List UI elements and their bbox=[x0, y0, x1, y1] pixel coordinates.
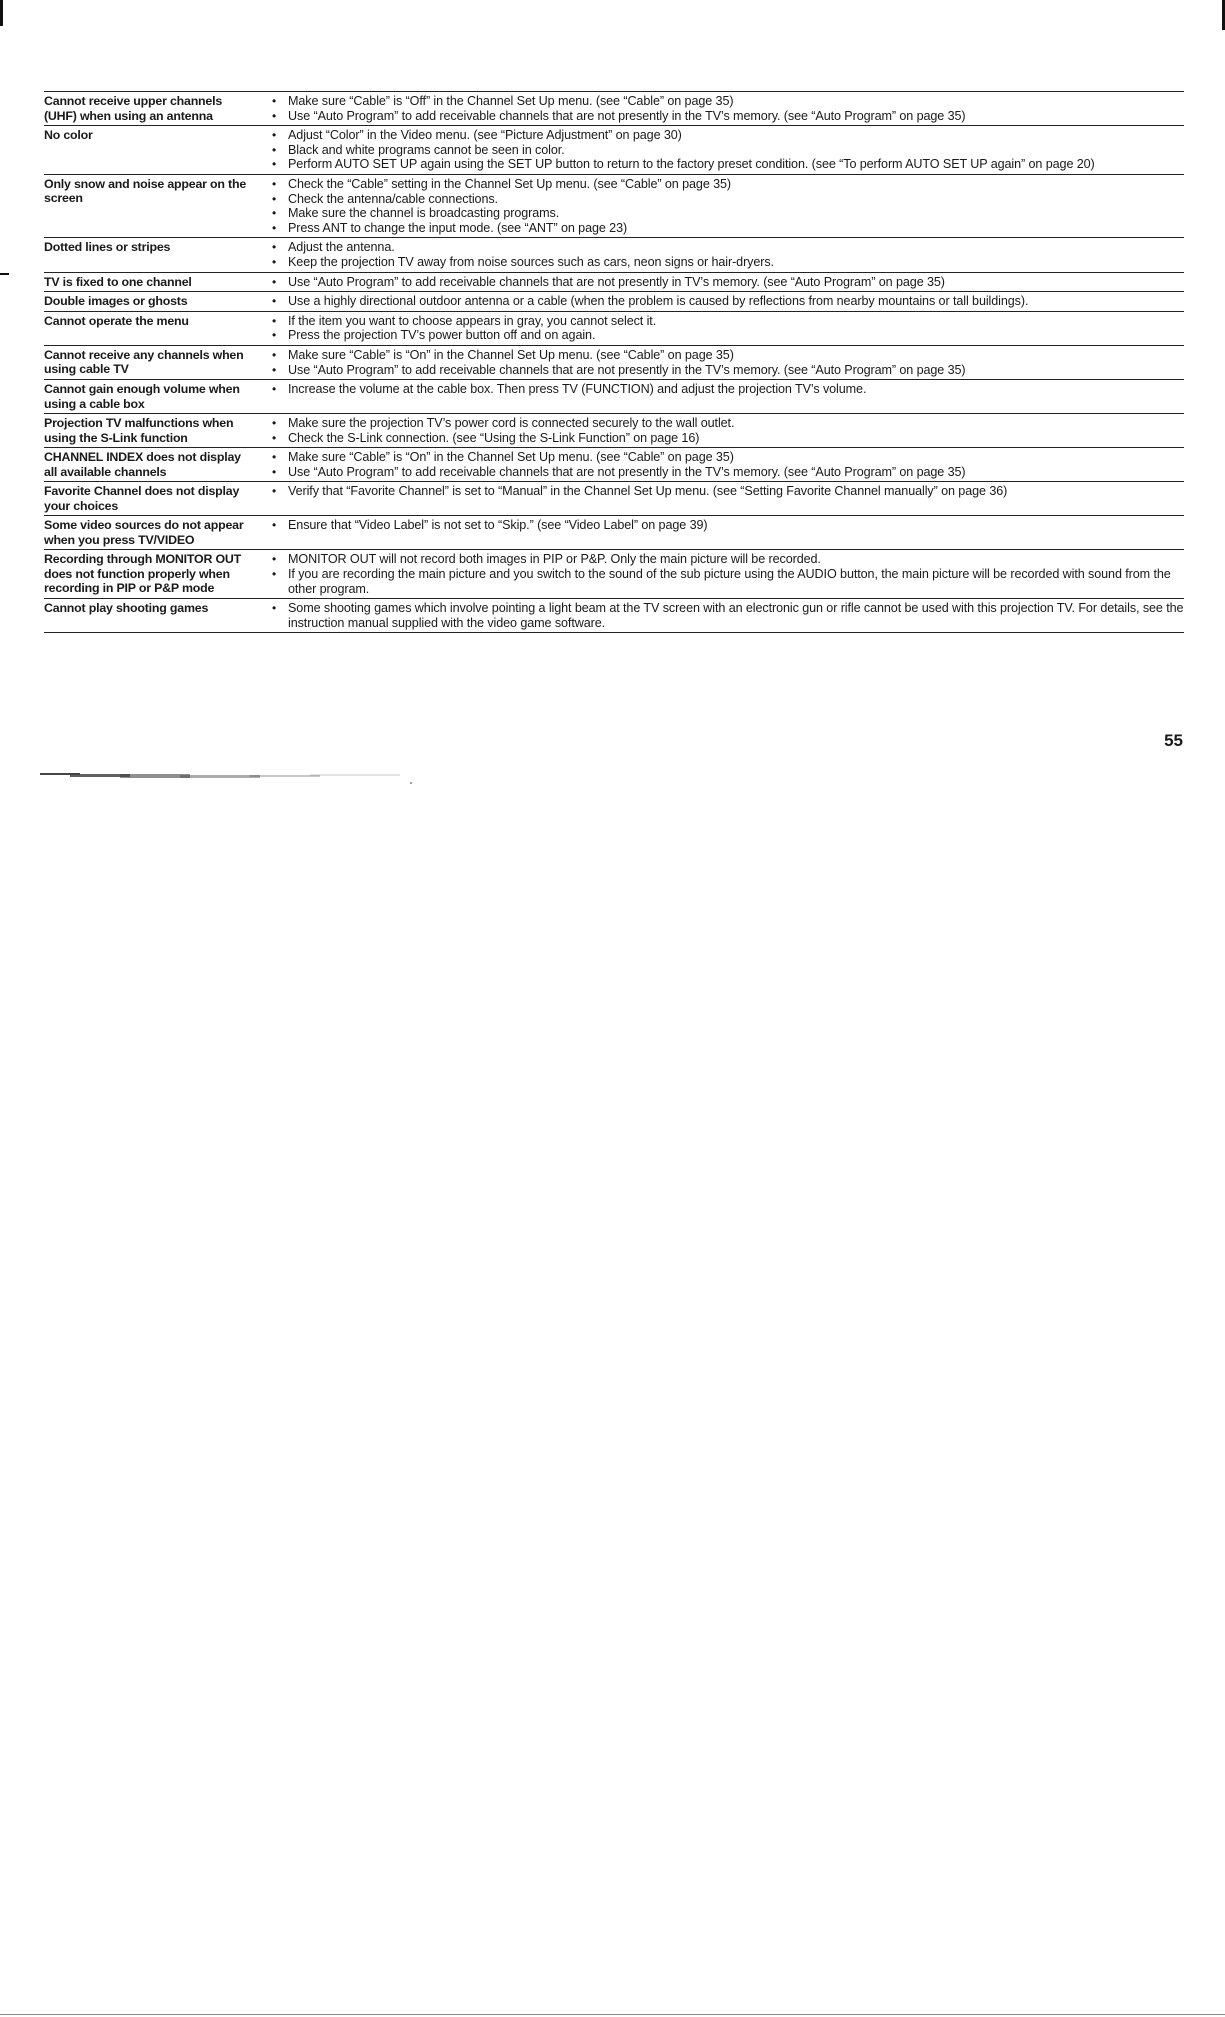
symptom-label: Cannot receive any channels when using cable TV bbox=[44, 347, 244, 377]
table-row bbox=[44, 311, 1184, 345]
table-row bbox=[44, 549, 1184, 598]
remedy-item: • MONITOR OUT will not record both images in PIP or P&P. Only the main picture will be recorded. bbox=[272, 552, 1184, 567]
table-row bbox=[44, 345, 1184, 379]
scan-artifact bbox=[40, 770, 420, 786]
remedy-item: • Adjust the antenna. bbox=[272, 240, 1184, 255]
remedy-item: • Make sure “Cable” is “On” in the Channel Set Up menu. (see “Cable” on page 35) bbox=[272, 450, 1184, 465]
table-row bbox=[44, 481, 1184, 515]
symptom-label: Only snow and noise appear on the screen bbox=[44, 176, 247, 206]
symptom-label: TV is fixed to one channel bbox=[44, 274, 192, 289]
remedy-list bbox=[254, 450, 1184, 479]
remedy-item: • Keep the projection TV away from noise sources such as cars, neon signs or hair-dryers. bbox=[272, 255, 1184, 270]
remedy-list bbox=[254, 314, 1184, 343]
table-row bbox=[44, 91, 1184, 125]
remedy-item: • Check the antenna/cable connections. bbox=[272, 192, 1184, 207]
remedy-item: • Check the “Cable” setting in the Channel Set Up menu. (see “Cable” on page 35) bbox=[272, 177, 1184, 192]
symptom-label: Some video sources do not appear when you press TV/VIDEO bbox=[44, 518, 244, 547]
page-bottom-line bbox=[0, 2014, 1225, 2015]
table-row bbox=[44, 291, 1184, 311]
page-number: 55 bbox=[1164, 731, 1183, 750]
table-bottom-rule bbox=[44, 632, 1184, 633]
remedy-item: • Use a highly directional outdoor antenna or a cable (when the problem is caused by reflections from nearby mountains or tall buildings). bbox=[272, 294, 1184, 309]
troubleshooting-table bbox=[44, 91, 1184, 633]
remedy-list bbox=[254, 240, 1184, 269]
symptom-label: Projection TV malfunctions when using the S-Link function bbox=[44, 416, 234, 445]
remedy-item: • Make sure the projection TV’s power cord is connected securely to the wall outlet. bbox=[272, 416, 1184, 431]
remedy-list bbox=[254, 348, 1184, 377]
remedy-item: • Use “Auto Program” to add receivable channels that are not presently in the TV’s memory. (see “Auto Program” on page 35) bbox=[272, 465, 1184, 480]
symptom-label: Cannot receive upper channels (UHF) when using an antenna bbox=[44, 94, 223, 123]
remedy-item: • Use “Auto Program” to add receivable channels that are not presently in the TV’s memory. (see “Auto Program” on page 35) bbox=[272, 363, 1184, 378]
remedy-list bbox=[254, 416, 1184, 445]
symptom-label: CHANNEL INDEX does not display all available channels bbox=[44, 450, 241, 479]
symptom-label: Cannot play shooting games bbox=[44, 601, 209, 616]
remedy-list bbox=[254, 128, 1184, 172]
remedy-item: • If you are recording the main picture and you switch to the sound of the sub picture using the AUDIO button, the main picture will be recorded with sound from the other program. bbox=[272, 567, 1184, 596]
table-row bbox=[44, 174, 1184, 237]
remedy-item: • Use “Auto Program” to add receivable channels that are not presently in TV’s memory. (see “Auto Program” on page 35) bbox=[272, 275, 1184, 290]
remedy-list bbox=[254, 552, 1184, 596]
remedy-list bbox=[254, 177, 1184, 235]
remedy-item: • Black and white programs cannot be seen in color. bbox=[272, 143, 1184, 158]
symptom-label: Dotted lines or stripes bbox=[44, 240, 171, 255]
symptom-label: Cannot gain enough volume when using a cable box bbox=[44, 382, 240, 411]
remedy-item: • Adjust “Color” in the Video menu. (see “Picture Adjustment” on page 30) bbox=[272, 128, 1184, 143]
symptom-label: Recording through MONITOR OUT does not function properly when recording in PIP or P&P mode bbox=[44, 552, 242, 596]
remedy-item: • Check the S-Link connection. (see “Using the S-Link Function” on page 16) bbox=[272, 431, 1184, 446]
symptom-label: Double images or ghosts bbox=[44, 294, 188, 309]
scan-edge-mark bbox=[0, 273, 9, 275]
remedy-item: • Verify that “Favorite Channel” is set to “Manual” in the Channel Set Up menu. (see “Setting Favorite Channel manually” on page 36) bbox=[272, 484, 1184, 499]
remedy-item: • Press ANT to change the input mode. (see “ANT” on page 23) bbox=[272, 221, 1184, 236]
remedy-item: • Press the projection TV’s power button off and on again. bbox=[272, 328, 1184, 343]
symptom-label: Cannot operate the menu bbox=[44, 313, 189, 328]
remedy-list bbox=[254, 275, 1184, 290]
remedy-list bbox=[254, 484, 1184, 513]
table-row bbox=[44, 125, 1184, 174]
remedy-list bbox=[254, 382, 1184, 411]
table-row bbox=[44, 237, 1184, 271]
table-row bbox=[44, 272, 1184, 292]
remedy-item: • Ensure that “Video Label” is not set to “Skip.” (see “Video Label” on page 39) bbox=[272, 518, 1184, 533]
remedy-list bbox=[254, 518, 1184, 547]
symptom-label: Favorite Channel does not display your choices bbox=[44, 484, 240, 513]
table-row bbox=[44, 413, 1184, 447]
remedy-item: • Make sure “Cable” is “On” in the Channel Set Up menu. (see “Cable” on page 35) bbox=[272, 348, 1184, 363]
remedy-item: • Use “Auto Program” to add receivable channels that are not presently in the TV’s memory. (see “Auto Program” on page 35) bbox=[272, 109, 1184, 124]
scan-edge-mark bbox=[0, 0, 3, 26]
remedy-item: • Some shooting games which involve pointing a light beam at the TV screen with an electronic gun or rifle cannot be used with this projection TV. For details, see the instruction manual supplied with the video game software. bbox=[272, 601, 1184, 630]
remedy-list bbox=[254, 601, 1184, 630]
symptom-label: No color bbox=[44, 128, 93, 143]
remedy-item: • Make sure “Cable” is “Off” in the Channel Set Up menu. (see “Cable” on page 35) bbox=[272, 94, 1184, 109]
remedy-list bbox=[254, 294, 1184, 309]
remedy-item: • If the item you want to choose appears in gray, you cannot select it. bbox=[272, 314, 1184, 329]
table-row bbox=[44, 598, 1184, 632]
remedy-list bbox=[254, 94, 1184, 123]
remedy-item: • Perform AUTO SET UP again using the SET UP button to return to the factory preset condition. (see “To perform AUTO SET UP again” on page 20) bbox=[272, 157, 1184, 172]
table-row bbox=[44, 515, 1184, 549]
table-row bbox=[44, 379, 1184, 413]
table-row bbox=[44, 447, 1184, 481]
remedy-item: • Make sure the channel is broadcasting programs. bbox=[272, 206, 1184, 221]
remedy-item: • Increase the volume at the cable box. Then press TV (FUNCTION) and adjust the projection TV’s volume. bbox=[272, 382, 1184, 397]
